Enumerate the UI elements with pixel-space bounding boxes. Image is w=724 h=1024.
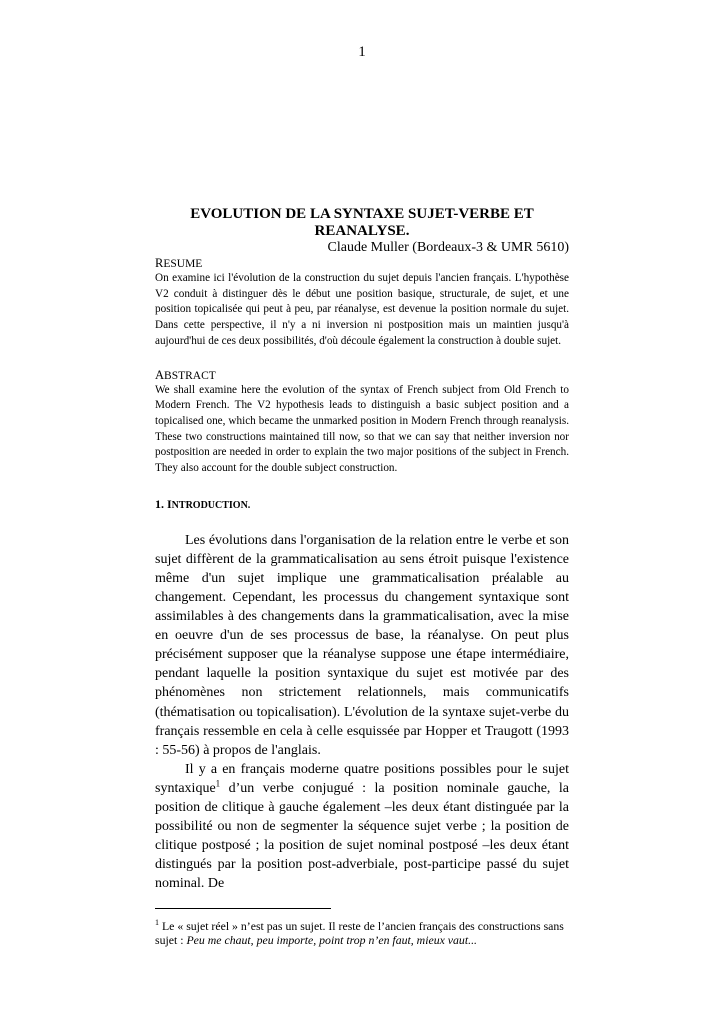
- introduction-paragraph-2: Il y a en français moderne quatre positions possibles pour le sujet syntaxique$^1$ d’un verbe conjugué : la position nominale gauche, la position de clitique à gauche également –les deux étant distinguée par la possibilité ou non de segmenter la séquence sujet verbe ; la position de clitique postposé ; la position de sujet nominal postposé –les deux étant distingués par la position post-adverbiale, post-participe passé du sujet nominal. De: [155, 761, 569, 892]
- article-title: EVOLUTION DE LA SYNTAXE SUJET-VERBE ET REANALYSE.: [190, 206, 534, 239]
- footnote: $^1$ Le « sujet réel » n’est pas un sujet. Il reste de l’ancien français des constructions sans sujet : Peu me chaut, peu importe, point trop n’en faut, mieux vaut...: [155, 917, 564, 948]
- abstract-heading: ABSTRACT: [155, 367, 216, 382]
- author-line: Claude Muller (Bordeaux-3 & UMR 5610): [327, 240, 569, 255]
- footnote-italic-examples: Peu me chaut, peu importe, point trop n’en faut, mieux vaut...: [186, 933, 477, 948]
- resume-text: On examine ici l'évolution de la construction du sujet depuis l'ancien français. L'hypothèse V2 conduit à distinguer dès le début une position basique, structurale, de sujet, et une position topicalisée qui peut à peu, par réanalyse, est devenue la position normale du sujet. Dans cette perspective, il n'y a ni inversion ni postposition mais un maintien jusqu'à aujourd'hui de ces deux possibilités, d'où découle également la construction à double sujet.: [155, 272, 569, 347]
- introduction-heading: 1. INTRODUCTION.: [155, 496, 251, 511]
- footnote-reference[interactable]: 1: [215, 778, 221, 789]
- page-number: 1: [358, 44, 366, 60]
- resume-heading: RESUME: [155, 256, 203, 270]
- article-body: [155, 206, 569, 948]
- abstract-text: We shall examine here the evolution of the syntax of French subject from Old French to Modern French. The V2 hypothesis leads to distinguish a basic subject position and a topicalised one, which became the unmarked position in Modern French through reanalysis. These two constructions maintained till now, so that we can say that neither inversion nor postposition are needed in order to explain the two major positions of the subject in French. They also account for the double subject construction.: [155, 383, 569, 475]
- introduction-paragraph-1: Les évolutions dans l'organisation de la relation entre le verbe et son sujet diffèrent de la grammaticalisation au sens étroit puisque l'existence même d'un sujet implique une grammaticalisation préalable au changement. Cependant, les processus du changement syntaxique sont assimilables à des changements dans la grammaticalisation, avec la mise en oeuvre d'un de ses processus de base, la réanalyse. On peut plus précisément supposer que la réanalyse suppose une étape intermédiaire, pendant laquelle la position syntaxique du sujet est motivée par des phénomènes non strictement relationnels, mais communicatifs (thématisation ou topicalisation). L'évolution de la syntaxe sujet-verbe du français ressemble en cela à celle esquissée par Hopper et Traugott (1993 : 55-56) à propos de l'anglais.: [155, 532, 569, 758]
